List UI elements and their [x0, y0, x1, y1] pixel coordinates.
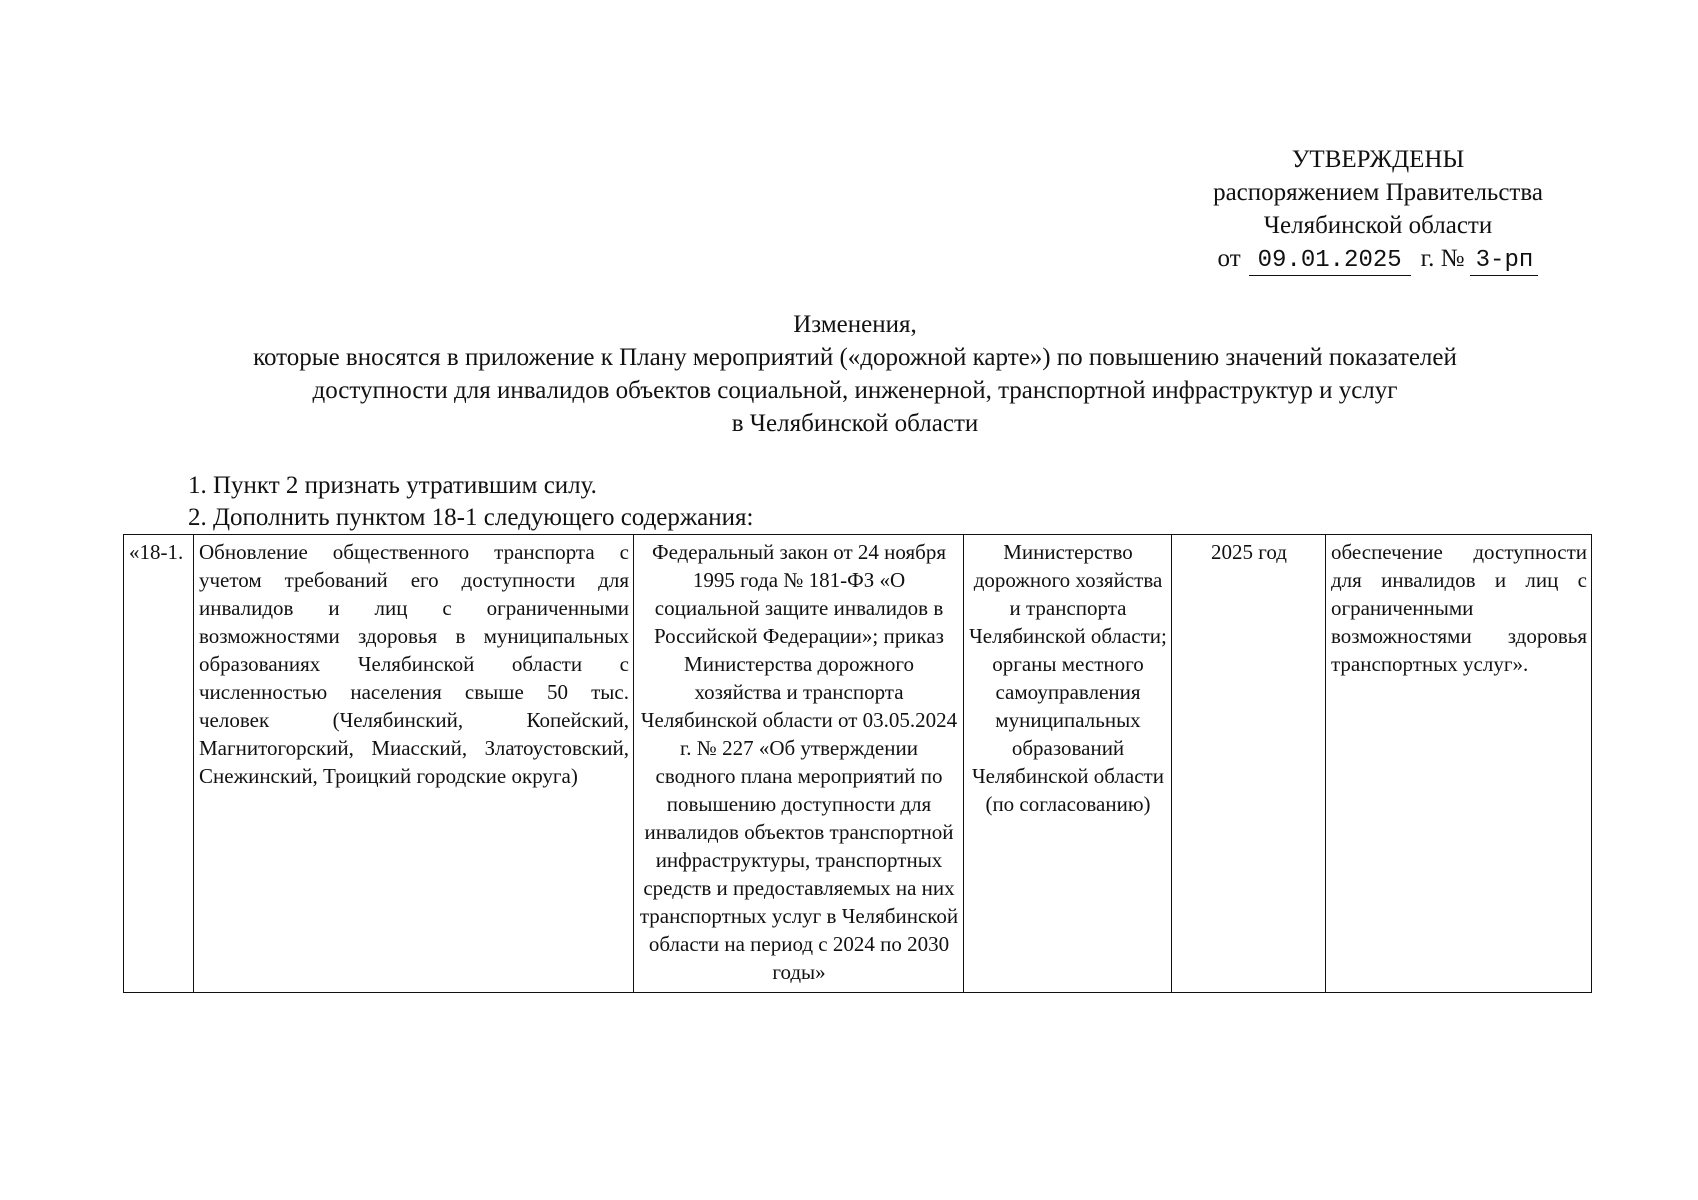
- title-line-3: доступности для инвалидов объектов социальной, инженерной, транспортной инфраструктур и услуг: [312, 377, 1398, 404]
- row-number: «18-1.: [124, 535, 194, 993]
- approval-line-2: Челябинской области: [1263, 212, 1493, 239]
- document-title: [110, 308, 1600, 440]
- approval-date-line: [1168, 242, 1588, 276]
- approval-line-1: распоряжением Правительства: [1213, 179, 1543, 206]
- result-cell: обеспечение доступности для инвалидов и лиц с ограниченными возможностями здоровья транспортных услуг».: [1326, 535, 1592, 993]
- title-line-2: которые вносятся в приложение к Плану мероприятий («дорожной карте») по повышению значений показателей: [253, 344, 1457, 371]
- responsible-cell: Министерство дорожного хозяйства и транспорта Челябинской области; органы местного самоуправления муниципальных образований Челябинской области (по согласованию): [964, 535, 1172, 993]
- approval-number: 3-рп: [1470, 247, 1538, 276]
- measure-cell: Обновление общественного транспорта с учетом требований его доступности для инвалидов и лиц с ограниченными возможностями здоровья в муниципальных образованиях Челябинской области с численностью населения свыше 50 тыс. человек (Челябинский, Копейский, Магнитогорский, Миасский, Златоустовский, Снежинский, Троицкий городские округа): [194, 535, 634, 993]
- item-2: 2. Дополнить пунктом 18-1 следующего содержания:: [188, 504, 754, 531]
- approval-heading: УТВЕРЖДЕНЫ: [1291, 146, 1465, 173]
- title-line-1: Изменения,: [793, 311, 917, 338]
- item-1: 1. Пункт 2 признать утратившим силу.: [188, 472, 597, 499]
- table-row: [124, 535, 1592, 993]
- legal-basis-cell: Федеральный закон от 24 ноября 1995 года № 181-ФЗ «О социальной защите инвалидов в Российской Федерации»; приказ Министерства дорожного хозяйства и транспорта Челябинской области от 03.05.2024 г. № 227 «Об утверждении сводного плана мероприятий по повышению доступности для инвалидов объектов транспортной инфраструктуры, транспортных средств и предоставляемых на них транспортных услуг в Челябинской области на период с 2024 по 2030 годы»: [634, 535, 964, 993]
- title-line-4: в Челябинской области: [731, 410, 979, 437]
- changes-table: [123, 534, 1592, 993]
- date-prefix: от: [1217, 245, 1241, 272]
- change-items: [188, 470, 753, 534]
- approval-stamp: [1168, 143, 1588, 276]
- deadline-cell: 2025 год: [1172, 535, 1326, 993]
- approval-date: 09.01.2025: [1249, 247, 1411, 276]
- number-prefix: г. №: [1420, 245, 1465, 272]
